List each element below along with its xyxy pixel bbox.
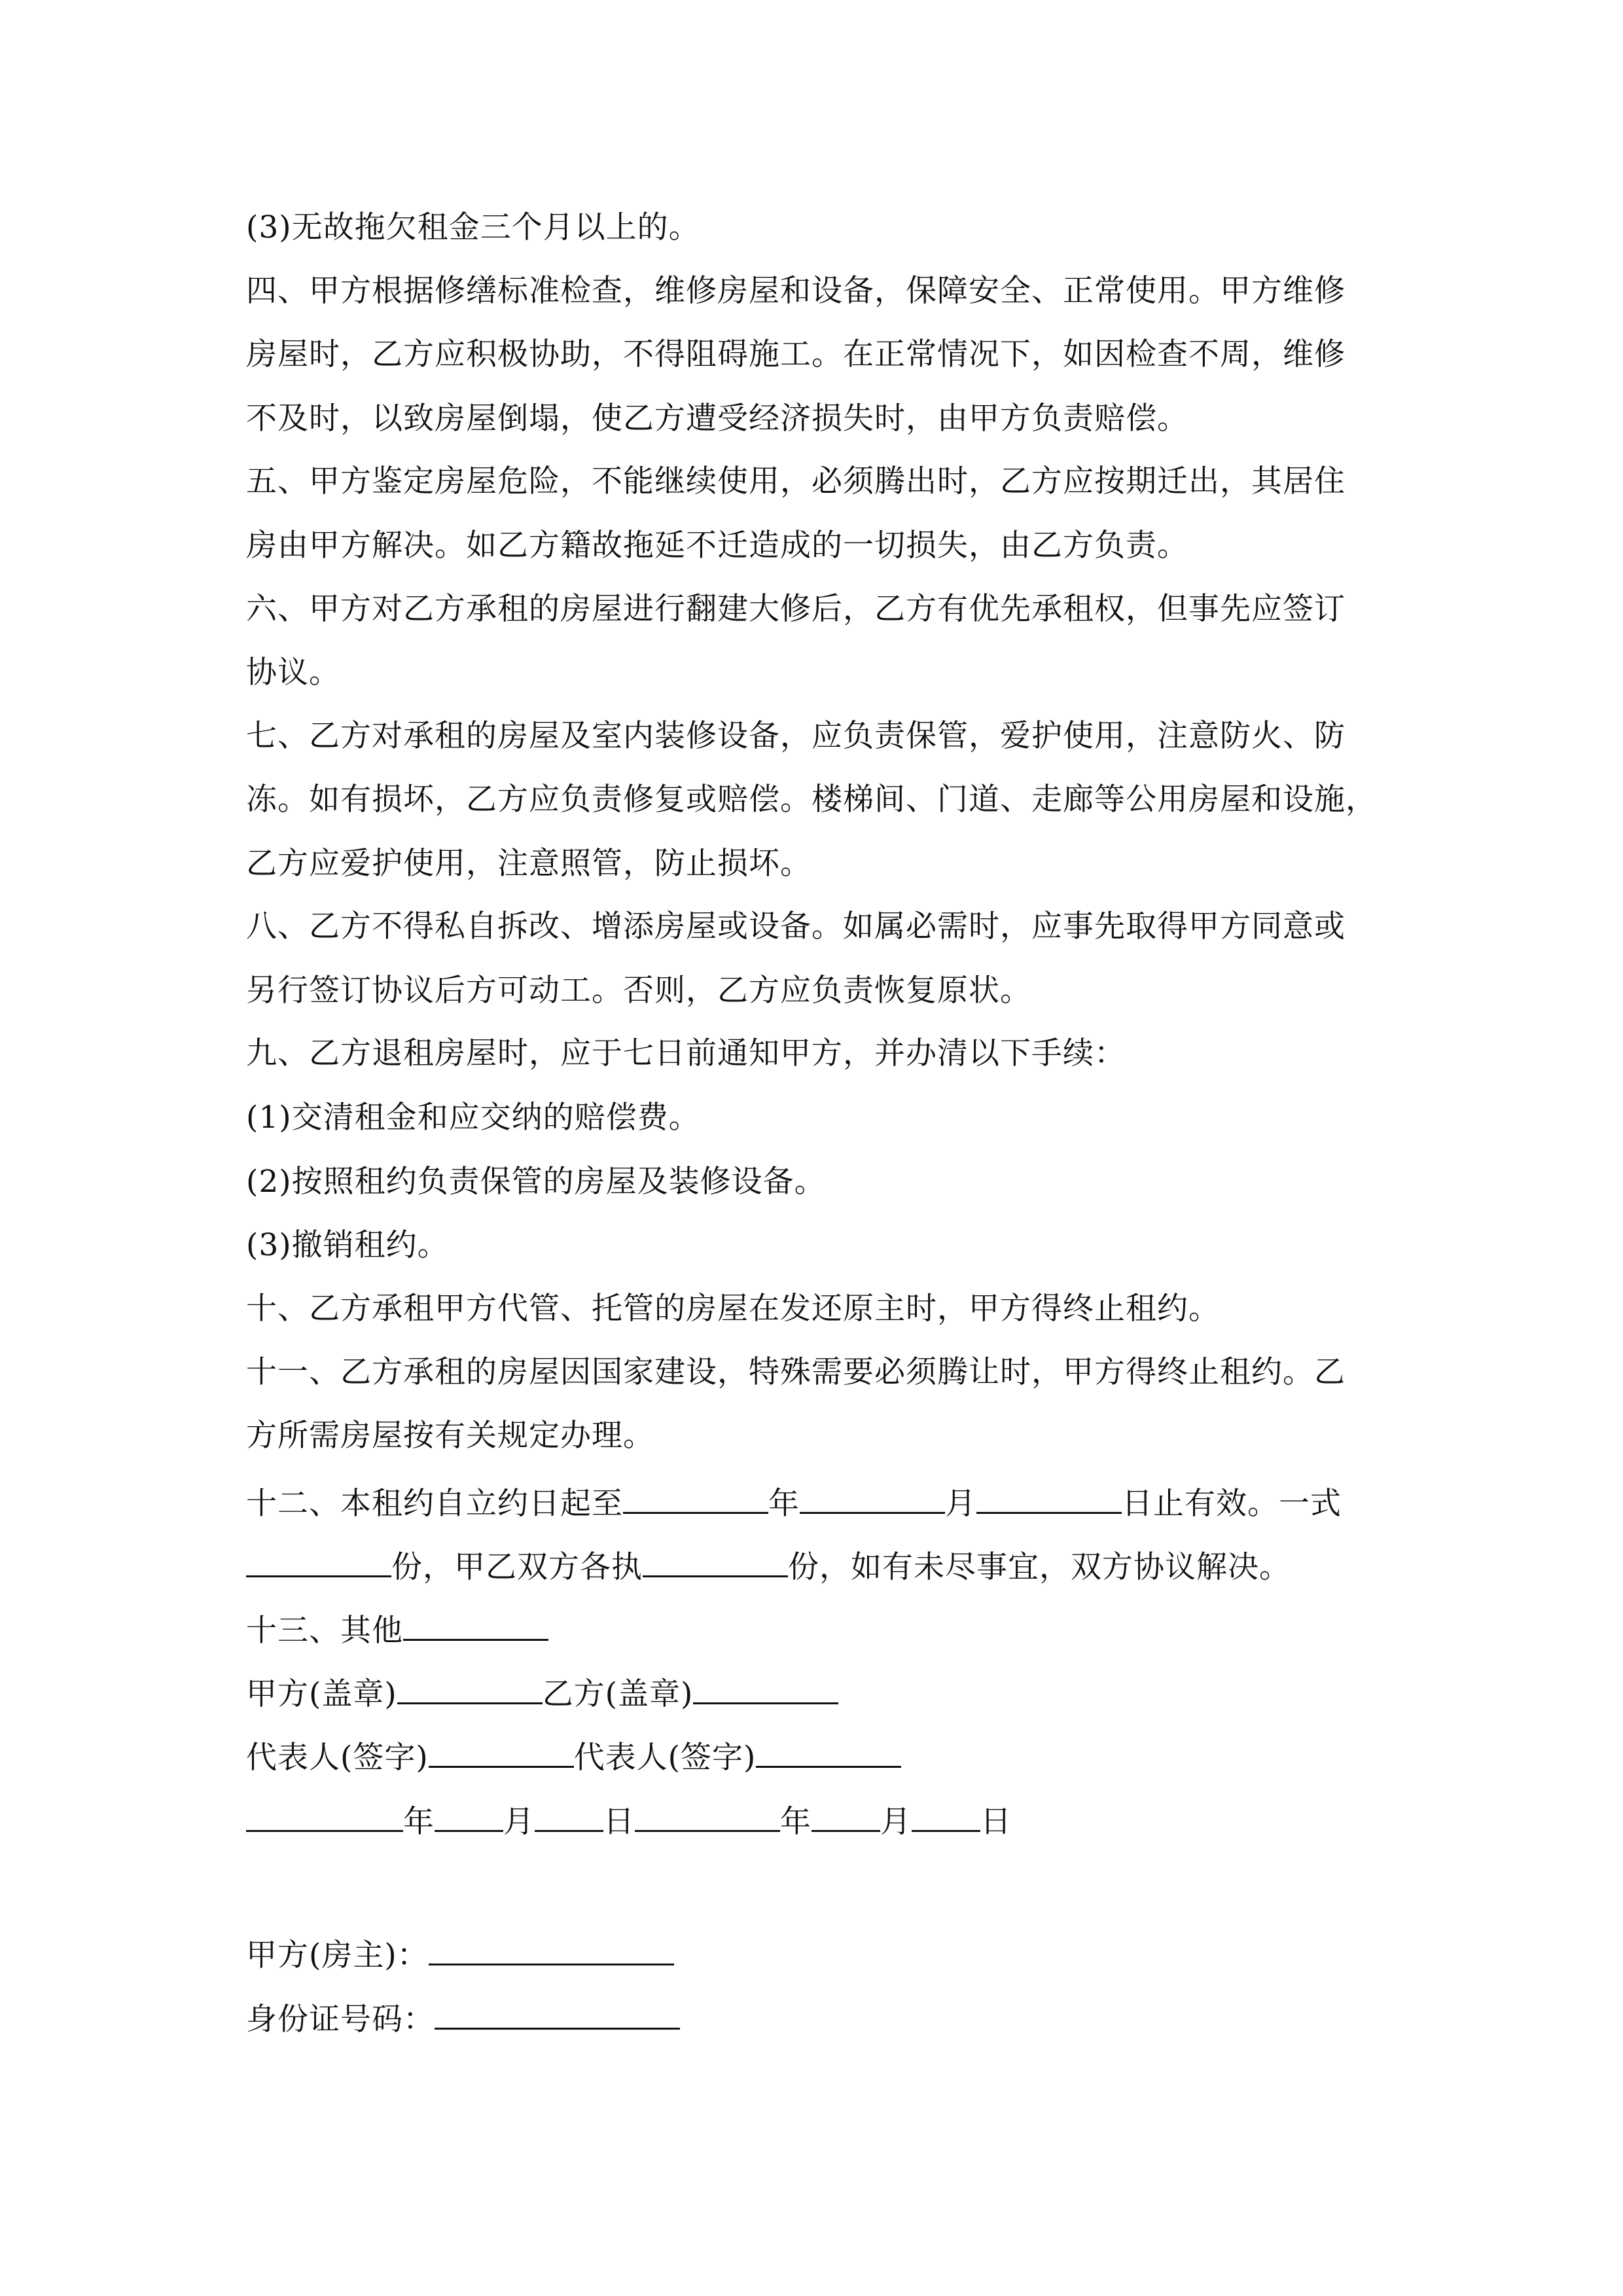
party-b-month-label: 月 (880, 1804, 912, 1840)
rep-a-signature-blank[interactable] (429, 1734, 574, 1768)
rep-b-signature-blank[interactable] (756, 1734, 901, 1768)
clause-6-line-2: 协议。 (246, 655, 340, 691)
clause-12-year: 年 (768, 1486, 800, 1522)
other-terms-blank[interactable] (403, 1607, 548, 1641)
party-b-year-blank[interactable] (635, 1799, 780, 1832)
landlord-line (246, 1932, 674, 1975)
party-b-day-blank[interactable] (912, 1799, 980, 1832)
party-b-day-label: 日 (980, 1804, 1012, 1840)
copies-each-blank[interactable] (643, 1544, 788, 1577)
clause-9-line: 九、乙方退租房屋时，应于七日前通知甲方，并办清以下手续： (246, 1035, 1126, 1071)
party-a-day-blank[interactable] (535, 1799, 603, 1832)
clause-3-3-line: (3)无故拖欠租金三个月以上的。 (246, 209, 700, 245)
clause-9-2-line: (2)按照租约负责保管的房屋及装修设备。 (246, 1164, 826, 1200)
clause-10-line: 十、乙方承租甲方代管、托管的房屋在发还原主时，甲方得终止租约。 (246, 1291, 1220, 1327)
clause-8-line-1: 八、乙方不得私自拆改、增添房屋或设备。如属必需时，应事先取得甲方同意或 (246, 908, 1346, 944)
party-a-month-label: 月 (503, 1804, 535, 1840)
party-a-year-label: 年 (403, 1804, 435, 1840)
clause-13-line (246, 1607, 548, 1651)
seal-line (246, 1671, 838, 1714)
clause-12-copies-text: 份，甲乙双方各执 (391, 1549, 643, 1585)
signature-line (246, 1734, 901, 1778)
clause-5-line-1: 五、甲方鉴定房屋危险，不能继续使用，必须腾出时，乙方应按期迁出，其居住 (246, 463, 1346, 499)
clause-5-line-2: 房由甲方解决。如乙方籍故拖延不迁造成的一切损失，由乙方负责。 (246, 528, 1188, 564)
party-a-day-label: 日 (603, 1804, 635, 1840)
party-b-seal-blank[interactable] (693, 1671, 838, 1704)
clause-4-line-3: 不及时，以致房屋倒塌，使乙方遭受经济损失时，由甲方负责赔偿。 (246, 401, 1188, 437)
party-a-year-blank[interactable] (246, 1799, 403, 1832)
end-year-blank[interactable] (623, 1480, 768, 1514)
landlord-name-blank[interactable] (429, 1932, 674, 1965)
rep-a-label: 代表人(签字) (246, 1740, 429, 1776)
clause-12-day-suffix: 日止有效。一式 (1122, 1486, 1342, 1522)
party-a-month-blank[interactable] (435, 1799, 503, 1832)
clause-7-line-2: 冻。如有损坏，乙方应负责修复或赔偿。楼梯间、门道、走廊等公用房屋和设施， (246, 781, 1377, 817)
clause-13-label: 十三、其他 (246, 1613, 403, 1649)
clause-7-line-3: 乙方应爱护使用，注意照管，防止损坏。 (246, 846, 812, 882)
clause-4-line-2: 房屋时，乙方应积极协助，不得阻碍施工。在正常情况下，如因检查不周，维修 (246, 336, 1346, 372)
party-a-seal-blank[interactable] (397, 1671, 543, 1704)
clause-12-line-1 (246, 1480, 1342, 1524)
id-number-blank[interactable] (435, 1996, 680, 2030)
id-number-label: 身份证号码： (246, 2001, 435, 2037)
clause-8-line-2: 另行签订协议后方可动工。否则，乙方应负责恢复原状。 (246, 973, 1031, 1009)
clause-7-line-1: 七、乙方对承租的房屋及室内装修设备，应负责保管，爱护使用，注意防火、防 (246, 718, 1346, 754)
date-line (246, 1799, 1012, 1842)
clause-9-1-line: (1)交清租金和应交纳的赔偿费。 (246, 1100, 700, 1136)
rep-b-label: 代表人(签字) (573, 1740, 757, 1776)
clause-4-line-1: 四、甲方根据修缮标准检查，维修房屋和设备，保障安全、正常使用。甲方维修 (246, 273, 1346, 309)
id-number-line (246, 1996, 680, 2039)
clause-6-line-1: 六、甲方对乙方承租的房屋进行翻建大修后，乙方有优先承租权，但事先应签订 (246, 591, 1346, 627)
clause-12-prefix: 十二、本租约自立约日起至 (246, 1486, 623, 1522)
copies-total-blank[interactable] (246, 1544, 391, 1577)
party-b-seal-label: 乙方(盖章) (542, 1676, 694, 1712)
landlord-label: 甲方(房主)： (246, 1937, 429, 1973)
clause-12-closing-text: 份，如有未尽事宜，双方协议解决。 (788, 1549, 1291, 1585)
end-day-blank[interactable] (976, 1480, 1122, 1514)
party-a-seal-label: 甲方(盖章) (246, 1676, 397, 1712)
clause-11-line-1: 十一、乙方承租的房屋因国家建设，特殊需要必须腾让时，甲方得终止租约。乙 (246, 1354, 1346, 1390)
end-month-blank[interactable] (800, 1480, 945, 1514)
clause-11-line-2: 方所需房屋按有关规定办理。 (246, 1418, 654, 1454)
party-b-year-label: 年 (780, 1804, 812, 1840)
clause-12-month: 月 (945, 1486, 976, 1522)
party-b-month-blank[interactable] (812, 1799, 880, 1832)
clause-9-3-line: (3)撤销租约。 (246, 1227, 449, 1263)
clause-12-line-2 (246, 1544, 1291, 1587)
